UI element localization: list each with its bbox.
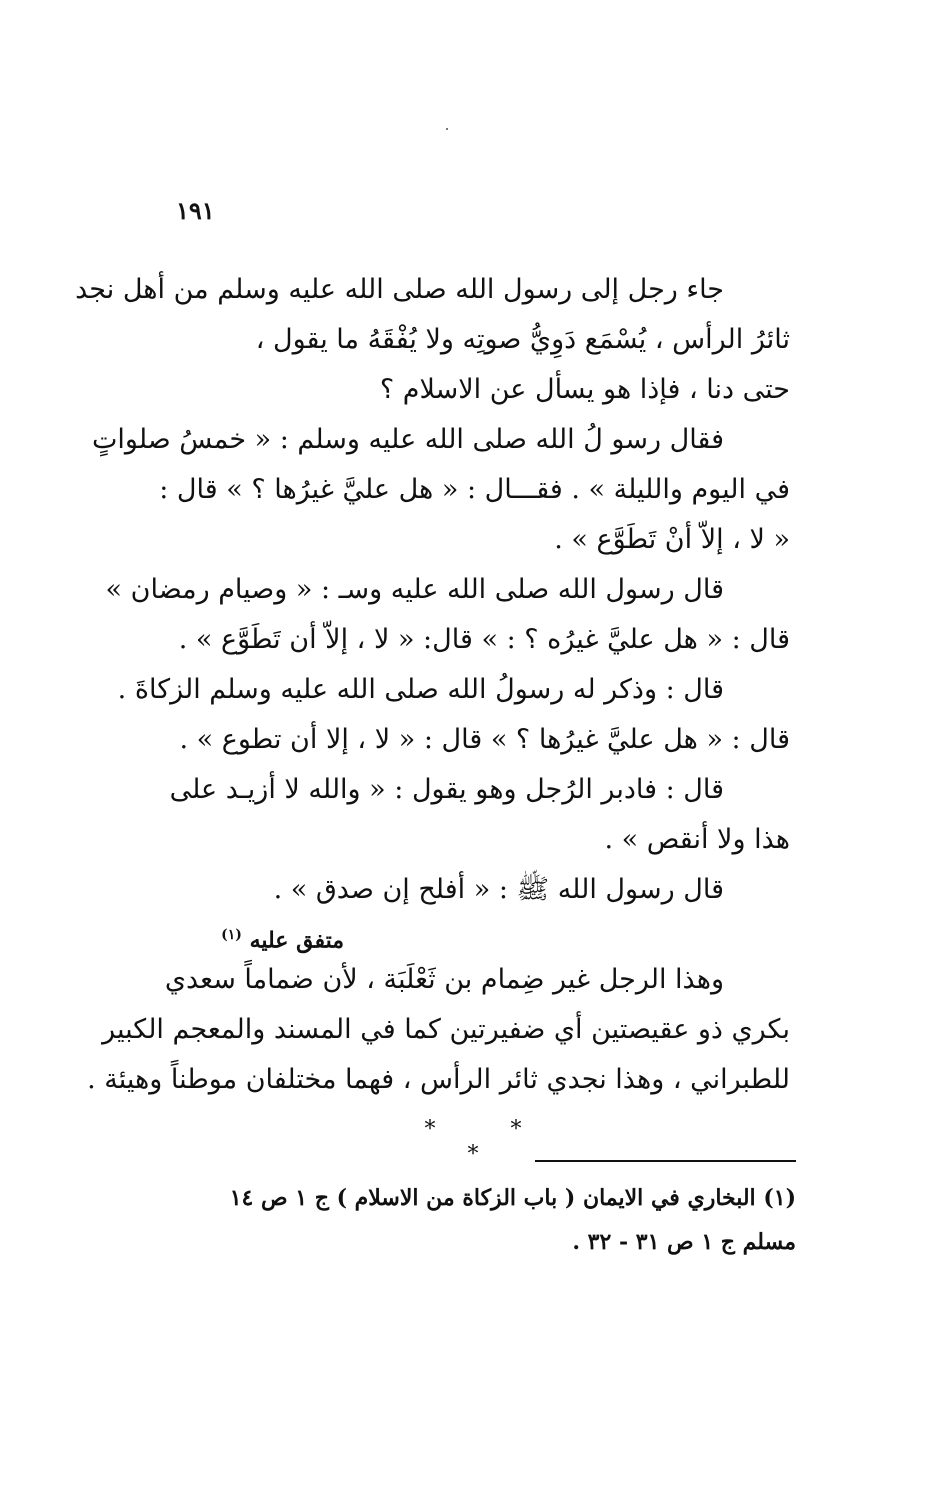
text-line: وهذا الرجل غير ضِمام بن ثَعْلَبَة ، لأن ضماماً سعدي [164, 964, 724, 995]
text-line: حتى دنا ، فإذا هو يسأل عن الاسلام ؟ [379, 374, 790, 405]
text-line: قال : « هل عليَّ غيرُها ؟ » قال : « لا ، إلا أن تطوع » . [179, 724, 790, 755]
text-line: قال رسول الله ﷺ : « أفلح إن صدق » . [273, 874, 724, 905]
text-line: ثائرُ الرأس ، يُسْمَع دَوِيُّ صوتِه ولا يُفْقَهُ ما يقول ، [255, 324, 790, 355]
scan-speck [446, 128, 448, 130]
footnote-line: مسلم ج ١ ص ٣١ - ٣٢ . [572, 1229, 796, 1255]
text-line: هذا ولا أنقص » . [604, 824, 790, 855]
footnotes [150, 1176, 796, 1264]
footnote-line: (١) البخاري في الايمان ( باب الزكاة من الاسلام ) ج ١ ص ١٤ [229, 1185, 796, 1211]
text-line: قال : « هل عليَّ غيرُه ؟ : » قال: « لا ، إلاّ أن تَطَوَّع » . [178, 624, 790, 655]
text-line: فقال رسو لُ الله صلى الله عليه وسلم : « خمسُ صلواتٍ [91, 424, 724, 455]
page-number: ١٩١ [176, 196, 215, 225]
section-separator: * * * [424, 1117, 556, 1167]
text-line: للطبراني ، وهذا نجدي ثائر الرأس ، فهما مختلفان موطناً وهيئة . [87, 1064, 790, 1095]
body-text [75, 265, 790, 1105]
footnote-divider [535, 1160, 796, 1162]
text-line: قال : وذكر له رسولُ الله صلى الله عليه وسلم الزكاةَ . [117, 674, 724, 705]
text-line: جاء رجل إلى رسول الله صلى الله عليه وسلم من أهل نجد [75, 274, 724, 305]
footnote-marker: (١) [221, 927, 242, 943]
text-line: قال رسول الله صلى الله عليه وسـ : « وصيام رمضان » [105, 574, 724, 605]
attribution-label: متفق عليه [249, 927, 344, 954]
text-line: قال : فادبر الرُجل وهو يقول : « والله لا أزيـد على [169, 774, 724, 805]
text-line: « لا ، إلاّ أنْ تَطَوَّع » . [554, 524, 790, 555]
text-line: في اليوم والليلة » . فقـــال : « هل عليَّ غيرُها ؟ » قال : [159, 474, 790, 505]
hadith-attribution [162, 915, 790, 955]
text-line: بكري ذو عقيصتين أي ضفيرتين كما في المسند والمعجم الكبير [102, 1014, 790, 1045]
